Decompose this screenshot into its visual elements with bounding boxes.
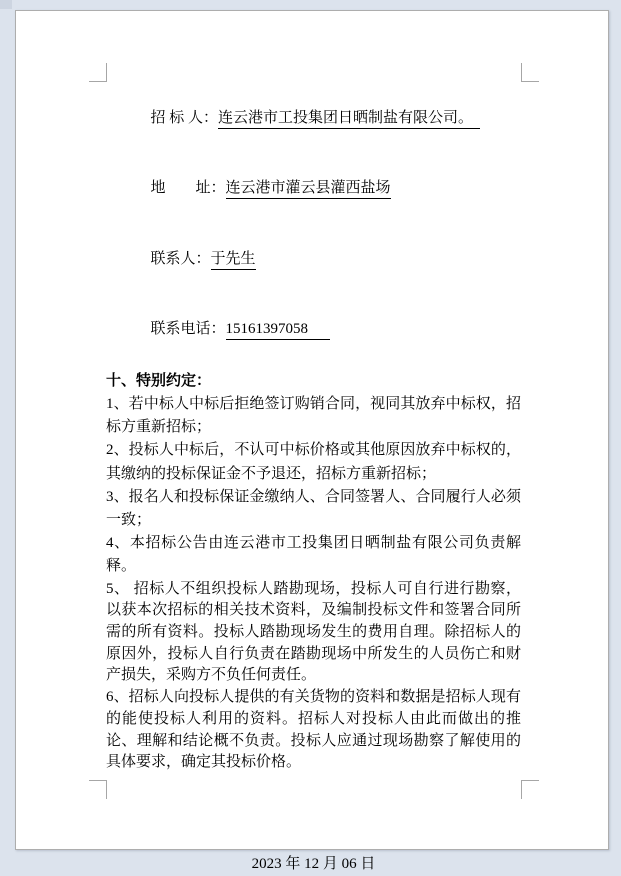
clause-6: 6、招标人向投标人提供的有关货物的资料和数据是招标人现有的能使投标人利用的资料。招标人对投标人由此而做出的推论、理解和结论概不负责。投标人应通过现场勘察了解使用的具体要求，确定其投标价格。 <box>106 689 521 771</box>
crop-mark-top-left <box>89 63 107 82</box>
crop-mark-top-right <box>521 63 539 82</box>
crop-mark-bottom-right <box>521 780 539 799</box>
clause-2: 2、投标人中标后，不认可中标价格或其他原因放弃中标权的，其缴纳的投标保证金不予退还，招标方重新招标； <box>106 442 521 482</box>
contact-phone-value: 15161397058 <box>226 320 331 340</box>
address-label: 地 址： <box>150 180 226 196</box>
contact-person-label: 联系人： <box>150 250 211 267</box>
address-line <box>106 154 521 225</box>
clause-1: 1、若中标人中标后拒绝签订购销合同，视同其放弃中标权，招标方重新招标； <box>106 396 521 436</box>
tenderee-value: 连云港市工投集团日晒制盐有限公司。 <box>218 109 480 129</box>
section-heading-special-provisions: 十、特别约定： <box>106 373 212 389</box>
clause-3: 3、报名人和投标保证金缴纳人、合同签署人、合同履行人必须一致； <box>106 488 521 529</box>
tenderee-label: 招 标 人： <box>150 109 219 126</box>
contact-person-value: 于先生 <box>211 250 256 270</box>
contact-phone-line <box>106 295 521 366</box>
clause-4: 4、本招标公告由连云港市工投集团日晒制盐有限公司负责解释。 <box>106 535 521 575</box>
contact-phone-label: 联系电话： <box>150 321 226 337</box>
address-value: 连云港市灌云县灌西盐场 <box>226 179 391 199</box>
tenderee-line <box>106 83 521 154</box>
document-date: 2023 年 12 月 06 日 <box>251 855 376 872</box>
document-body <box>106 83 521 876</box>
canvas-corner-shade <box>0 0 12 9</box>
contact-person-line <box>106 224 521 295</box>
clause-5: 5、 招标人不组织投标人踏勘现场，投标人可自行进行勘察，以获本次招标的相关技术资料，及编制投标文件和签署合同所需的所有资料。投标人踏勘现场发生的费用自理。除招标人的原因外，投标人自行负责在踏勘现场中所发生的人员伤亡和财产损失，采购方不负任何责任。 <box>106 580 521 684</box>
document-page[interactable] <box>15 10 609 872</box>
crop-mark-bottom-left <box>89 780 107 799</box>
